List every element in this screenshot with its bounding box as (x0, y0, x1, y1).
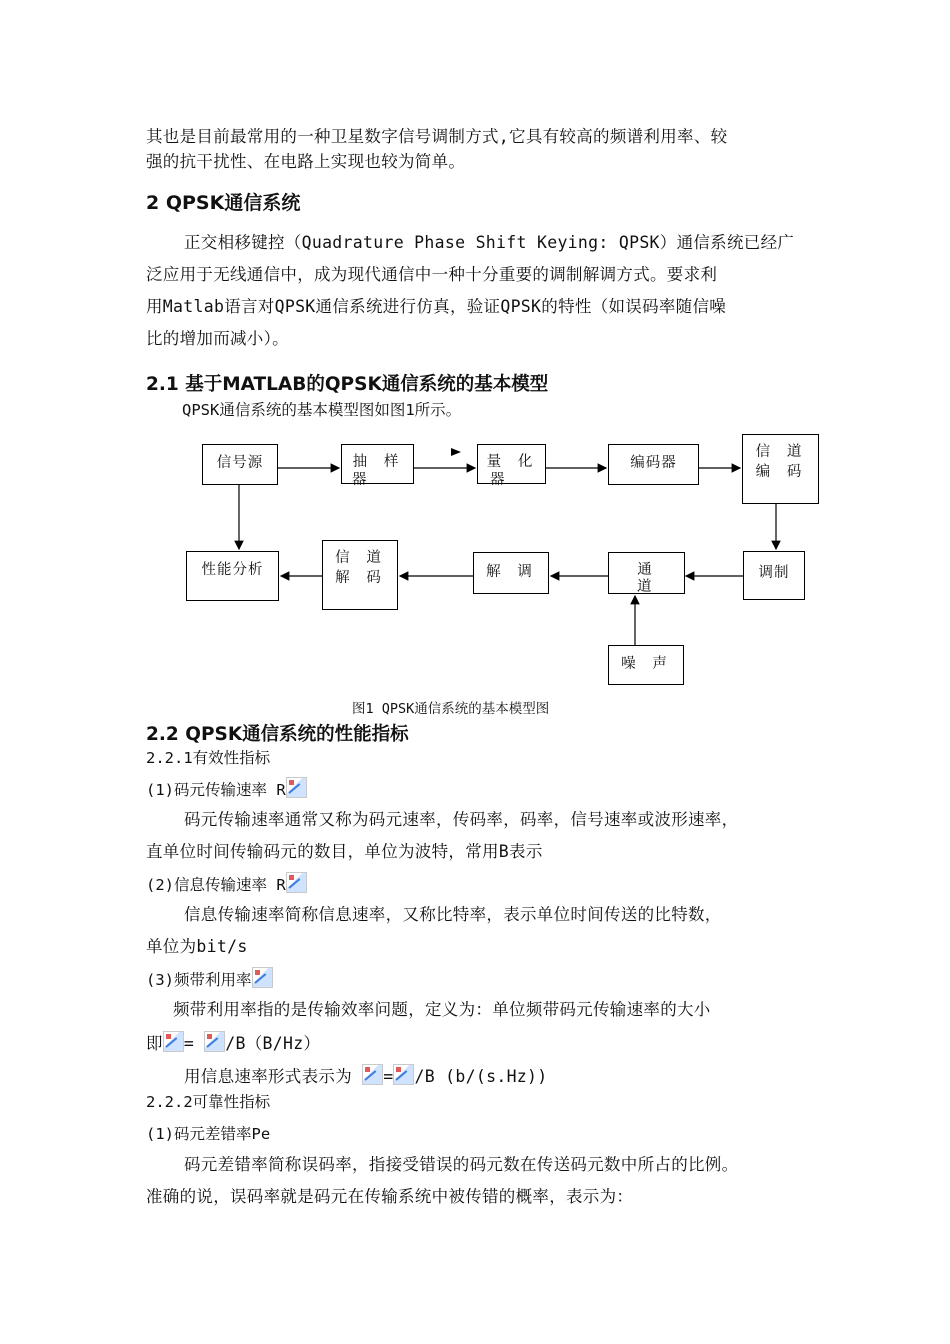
block-performance-analysis (186, 551, 279, 601)
block-channel-encoder (742, 434, 819, 504)
block-label: 编 码 (755, 464, 806, 480)
paragraph-line: 频带利用率指的是传输效率问题，定义为：单位频带码元传输速率的大小 (173, 1000, 711, 1019)
subsubsection-heading: 2.2.2可靠性指标 (146, 1093, 271, 1111)
subsection-heading: 2.2 QPSK通信系统的性能指标 (146, 724, 409, 745)
paragraph-line: 比的增加而减小）。 (146, 329, 289, 348)
paragraph-line: 单位为bit/s (146, 937, 248, 956)
block-label: 解 码 (335, 570, 385, 586)
paragraph-line: 码元传输速率通常又称为码元速率，传码率，码率，信号速率或波形速率， (184, 810, 739, 829)
list-item-text: (3)频带利用率 (146, 971, 252, 989)
block-quantizer (477, 444, 546, 488)
paragraph-line: 用Matlab语言对QPSK通信系统进行仿真，验证QPSK的特性（如误码率随信噪 (146, 297, 727, 316)
block-sampler (341, 444, 414, 488)
paragraph-line: 泛应用于无线通信中，成为现代通信中一种十分重要的调制解调方式。要求利 (146, 265, 718, 284)
figure-caption: 图1 QPSK通信系统的基本模型图 (352, 701, 550, 717)
block-label: 信 道 (335, 550, 385, 566)
block-label: 信号源 (216, 455, 264, 471)
list-item (146, 967, 273, 990)
paragraph-line: 其也是目前最常用的一种卫星数字信号调制方式,它具有较高的频谱利用率、较 (146, 127, 728, 146)
block-label: 器 (352, 472, 371, 488)
block-demodulator (473, 552, 549, 594)
formula-image-icon (252, 967, 273, 988)
block-channel (608, 552, 685, 594)
block-modulator (743, 551, 805, 600)
formula-text: 即 (146, 1034, 163, 1053)
block-channel-decoder (322, 540, 398, 610)
block-label: 抽 样 (352, 454, 403, 470)
block-label: 器 (490, 472, 509, 488)
formula-text: 用信息速率形式表示为 (184, 1067, 352, 1086)
subsubsection-heading: 2.2.1有效性指标 (146, 749, 271, 767)
paragraph-line: 直单位时间传输码元的数目，单位为波特，常用B表示 (146, 842, 543, 861)
block-label: 量 化 (486, 454, 537, 470)
paragraph-line: 强的抗干扰性、在电路上实现也较为简单。 (146, 152, 466, 171)
block-noise (608, 645, 684, 685)
list-item (146, 872, 307, 895)
formula-image-icon (204, 1031, 225, 1052)
formula-text: /B (b/(s.Hz)) (414, 1067, 548, 1086)
formula-image-icon (393, 1064, 414, 1085)
formula-image-icon (163, 1031, 184, 1052)
formula-image-icon (362, 1064, 383, 1085)
block-encoder (608, 444, 699, 485)
block-signal-source (202, 444, 278, 485)
list-item: (1)码元差错率Pe (146, 1125, 271, 1143)
paragraph-line: 正交相移键控（Quadrature Phase Shift Keying: QPSK）通信系统已经广 (184, 233, 795, 252)
list-item-text: (1)码元传输速率 R (146, 781, 286, 799)
formula-image-icon (286, 872, 307, 893)
subsection-heading: 2.1 基于MATLAB的QPSK通信系统的基本模型 (146, 374, 549, 395)
section-heading: 2 QPSK通信系统 (146, 192, 301, 214)
formula-text: /B（B/Hz） (225, 1034, 321, 1053)
paragraph-line: 码元差错率简称误码率，指接受错误的码元数在传送码元数中所占的比例。 (184, 1155, 739, 1174)
block-label: 调制 (758, 565, 790, 581)
formula-line (184, 1064, 548, 1088)
paragraph-line: 准确的说，误码率就是码元在传输系统中被传错的概率，表示为： (146, 1187, 634, 1206)
formula-line (146, 1031, 320, 1055)
list-item-text: (2)信息传输速率 R (146, 876, 286, 894)
block-label: 道 (637, 579, 656, 595)
formula-text: = (383, 1067, 394, 1086)
block-label: 性能分析 (201, 562, 264, 578)
formula-image-icon (286, 777, 307, 798)
block-label: 通 (637, 562, 656, 578)
formula-text: = (183, 1034, 195, 1053)
stray-arrow-mark (451, 448, 461, 456)
block-label: 编码器 (630, 455, 677, 471)
block-label: 信 道 (755, 444, 806, 460)
figure-intro: QPSK通信系统的基本模型图如图1所示。 (182, 401, 462, 419)
block-label: 噪 声 (621, 656, 671, 672)
list-item (146, 777, 307, 800)
block-label: 解 调 (486, 564, 536, 580)
paragraph-line: 信息传输速率简称信息速率，又称比特率，表示单位时间传送的比特数， (184, 905, 722, 924)
